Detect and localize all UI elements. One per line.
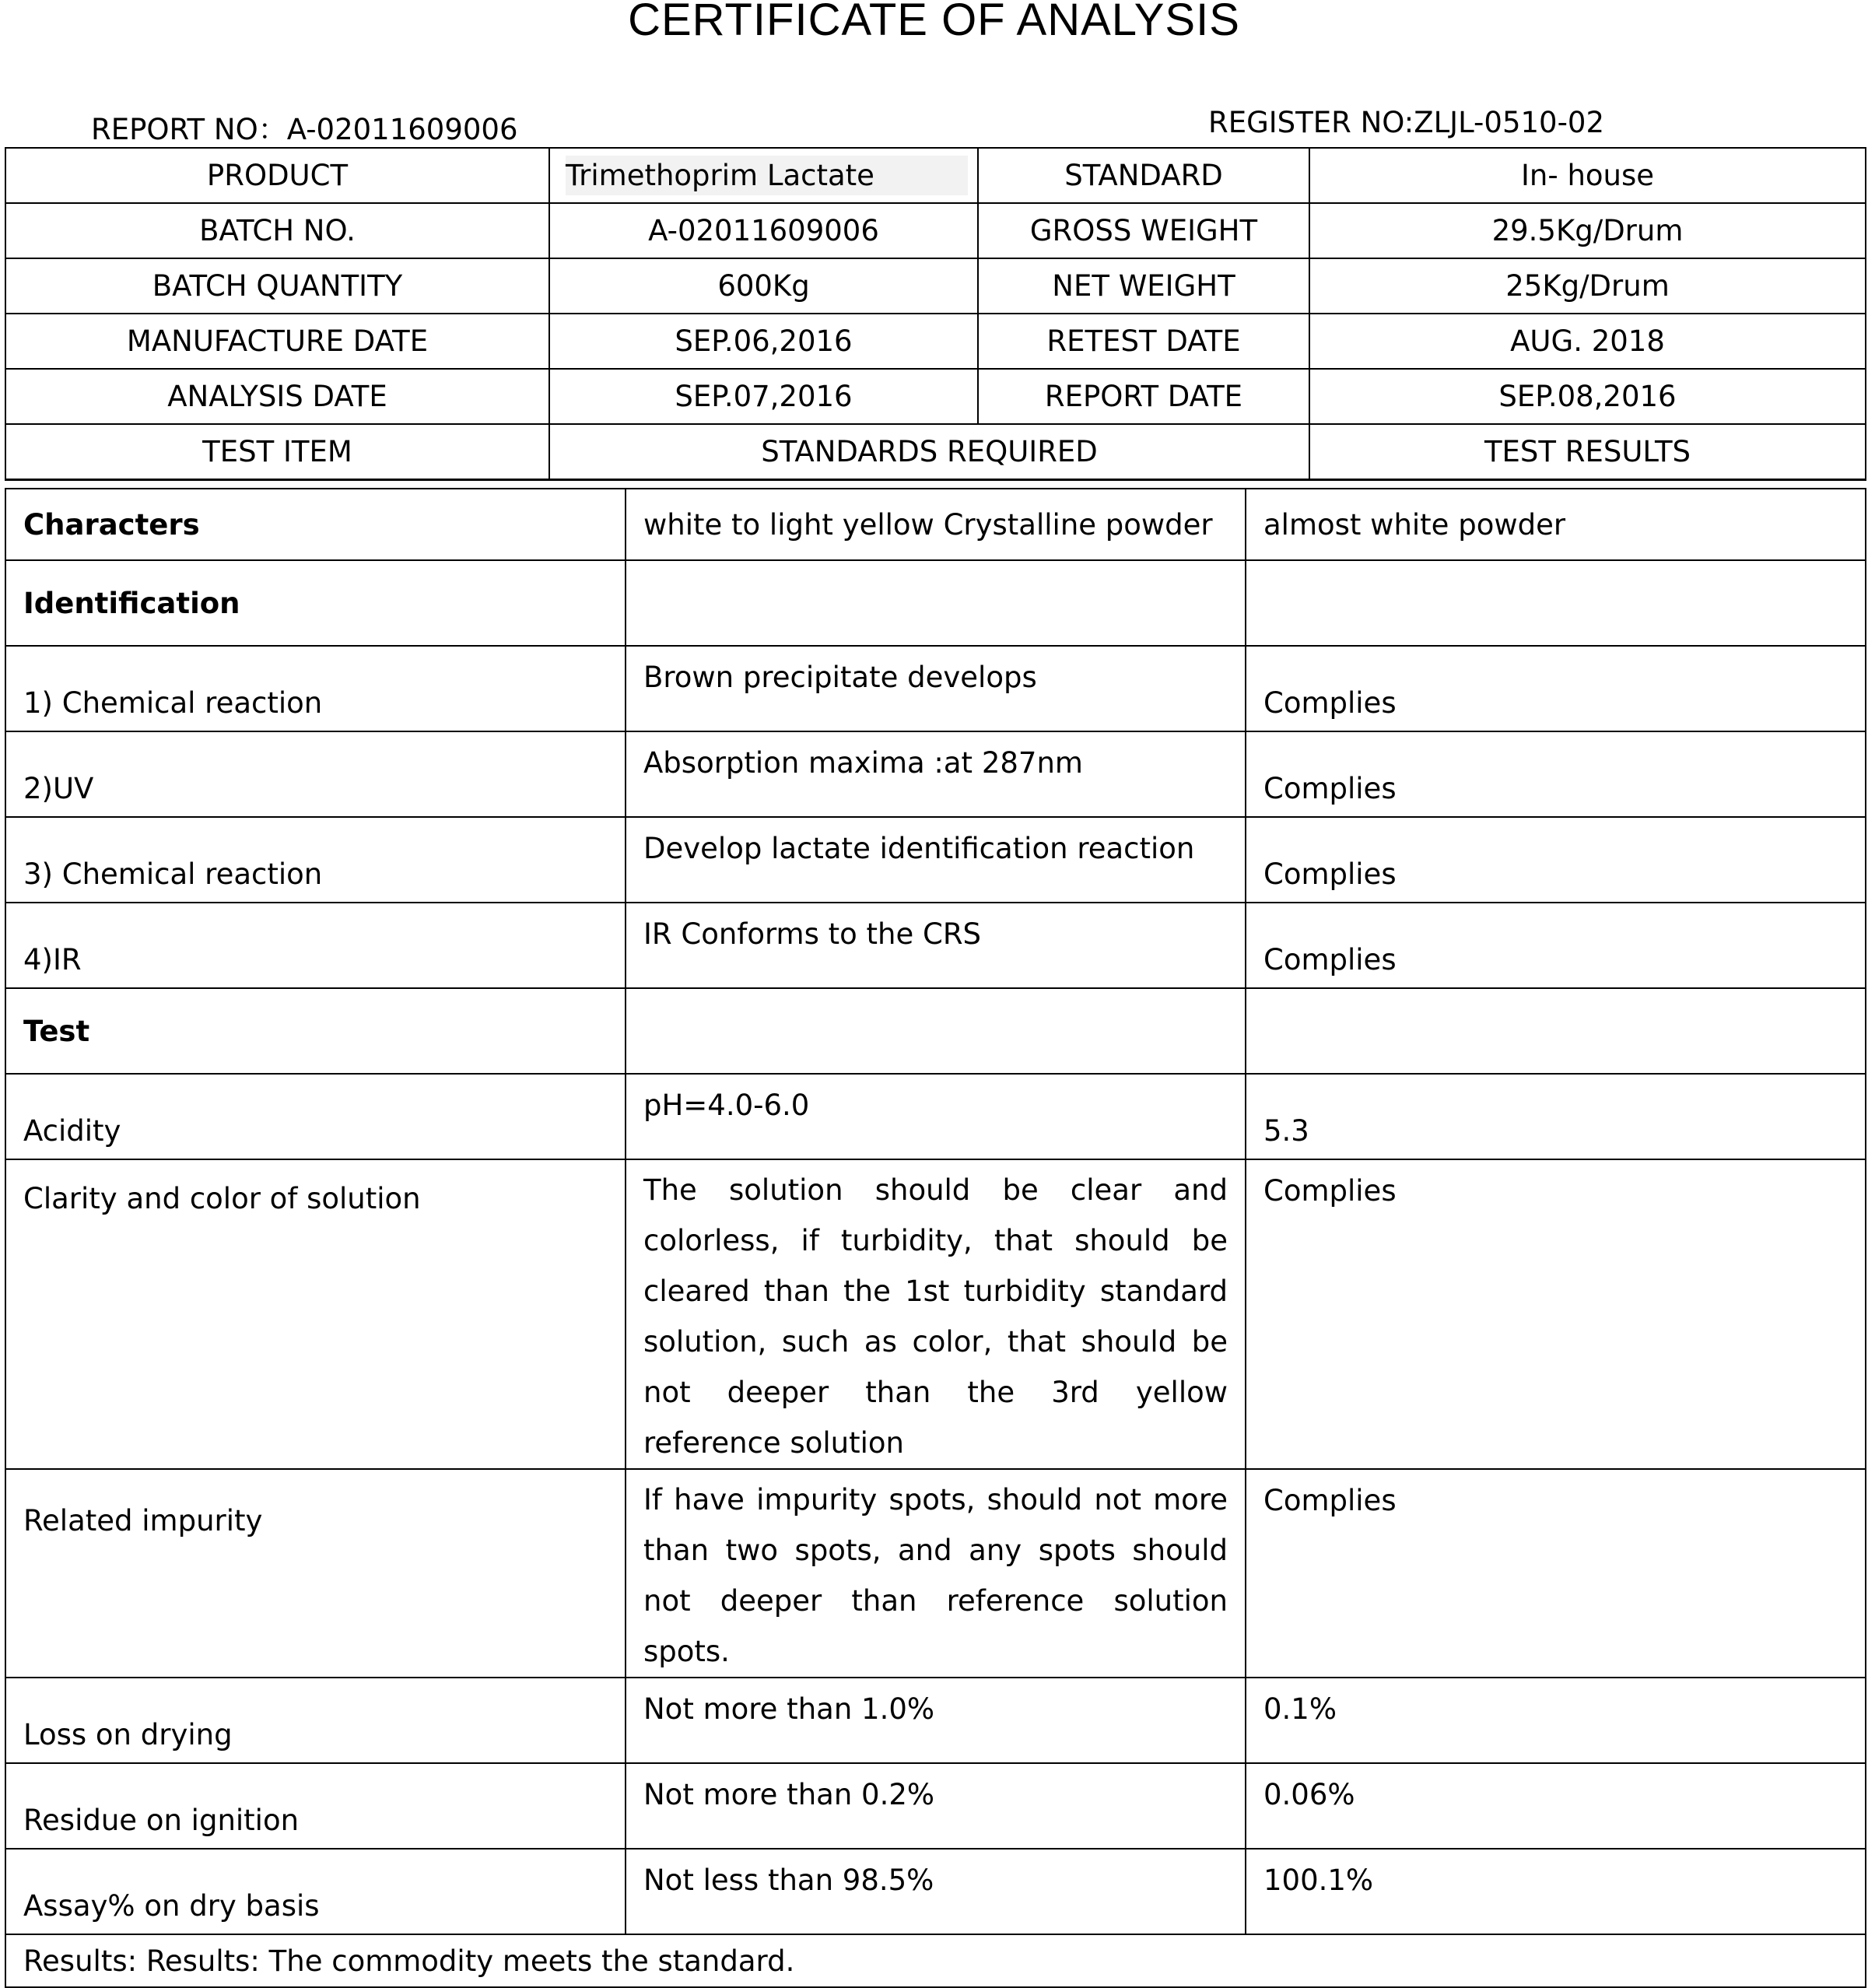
table-row [5,903,1866,988]
test-item: Loss on drying [5,1678,626,1763]
section-heading: Test [5,988,626,1074]
test-item: Characters [5,489,626,560]
test-item: Related impurity [5,1469,626,1678]
test-result: Complies [1246,646,1866,731]
results-row [5,1934,1866,1987]
batch-quantity-label: BATCH QUANTITY [5,258,549,314]
test-result: 5.3 [1246,1074,1866,1159]
table-row [5,1074,1866,1159]
test-standard: pH=4.0-6.0 [626,1074,1246,1159]
product-value: Trimethoprim Lactate [566,156,968,195]
table-row [5,489,1866,560]
net-weight-value: 25Kg/Drum [1309,258,1866,314]
test-result: 100.1% [1246,1849,1866,1934]
product-label: PRODUCT [5,148,549,203]
batch-quantity-value: 600Kg [549,258,978,314]
test-result: Complies [1246,903,1866,988]
test-results-table [5,488,1866,1988]
test-result [1246,560,1866,646]
test-item: 2)UV [5,731,626,817]
test-standard: Develop lactate identification reaction [626,817,1246,903]
test-standard: white to light yellow Crystalline powder [626,489,1246,560]
table-row [5,988,1866,1074]
test-standard: Brown precipitate develops [626,646,1246,731]
test-result: Complies [1246,731,1866,817]
table-row [5,1469,1866,1678]
test-result: Complies [1246,1159,1866,1469]
test-standard [626,988,1246,1074]
test-standard: Not more than 0.2% [626,1763,1246,1849]
batch-no-label: BATCH NO. [5,203,549,258]
manufacture-date-label: MANUFACTURE DATE [5,314,549,369]
product-info-table [5,147,1866,481]
manufacture-row [5,314,1866,369]
test-item: Residue on ignition [5,1763,626,1849]
batch-no-value: A-02011609006 [549,203,978,258]
test-item: Acidity [5,1074,626,1159]
table-row [5,560,1866,646]
test-standard: Not more than 1.0% [626,1678,1246,1763]
test-standard: The solution should be clear and colorless, if turbidity, that should be cleared than the 1st turbidity standard solution, such as color, that should be not deeper than the 3rd yellow reference solution [626,1159,1246,1469]
retest-date-value: AUG. 2018 [1309,314,1866,369]
test-item: Assay% on dry basis [5,1849,626,1934]
test-standard: Absorption maxima :at 287nm [626,731,1246,817]
document-title: CERTIFICATE OF ANALYSIS [628,0,1240,45]
test-standard: Not less than 98.5% [626,1849,1246,1934]
report-date-value: SEP.08,2016 [1309,369,1866,424]
product-value-cell [549,148,978,203]
test-standard: IR Conforms to the CRS [626,903,1246,988]
table-row [5,1849,1866,1934]
table-row [5,1763,1866,1849]
standard-label: STANDARD [978,148,1309,203]
table-row [5,1678,1866,1763]
analysis-date-label: ANALYSIS DATE [5,369,549,424]
column-header-row [5,424,1866,480]
test-item: 3) Chemical reaction [5,817,626,903]
test-result [1246,988,1866,1074]
test-result: 0.1% [1246,1678,1866,1763]
analysis-row [5,369,1866,424]
test-item: Clarity and color of solution [5,1159,626,1469]
register-number: REGISTER NO:ZLJL-0510-02 [1208,106,1605,139]
table-row [5,817,1866,903]
analysis-date-value: SEP.07,2016 [549,369,978,424]
test-result: Complies [1246,1469,1866,1678]
table-row [5,1159,1866,1469]
product-row [5,148,1866,203]
net-weight-label: NET WEIGHT [978,258,1309,314]
report-date-label: REPORT DATE [978,369,1309,424]
test-result: 0.06% [1246,1763,1866,1849]
results-statement: Results: Results: The commodity meets the standard. [5,1934,1866,1987]
test-result: Complies [1246,817,1866,903]
section-heading: Identification [5,560,626,646]
batch-row [5,203,1866,258]
gross-weight-label: GROSS WEIGHT [978,203,1309,258]
test-standard [626,560,1246,646]
test-results-header: TEST RESULTS [1309,424,1866,480]
test-item: 4)IR [5,903,626,988]
manufacture-date-value: SEP.06,2016 [549,314,978,369]
quantity-row [5,258,1866,314]
report-number: REPORT NO：A-02011609006 [91,113,518,146]
test-result: almost white powder [1246,489,1866,560]
test-item: 1) Chemical reaction [5,646,626,731]
table-row [5,731,1866,817]
test-item-header: TEST ITEM [5,424,549,480]
standard-value: In- house [1309,148,1866,203]
standards-required-header: STANDARDS REQUIRED [549,424,1309,480]
table-row [5,646,1866,731]
test-standard: If have impurity spots, should not more than two spots, and any spots should not deeper than reference solution spots. [626,1469,1246,1678]
gross-weight-value: 29.5Kg/Drum [1309,203,1866,258]
retest-date-label: RETEST DATE [978,314,1309,369]
